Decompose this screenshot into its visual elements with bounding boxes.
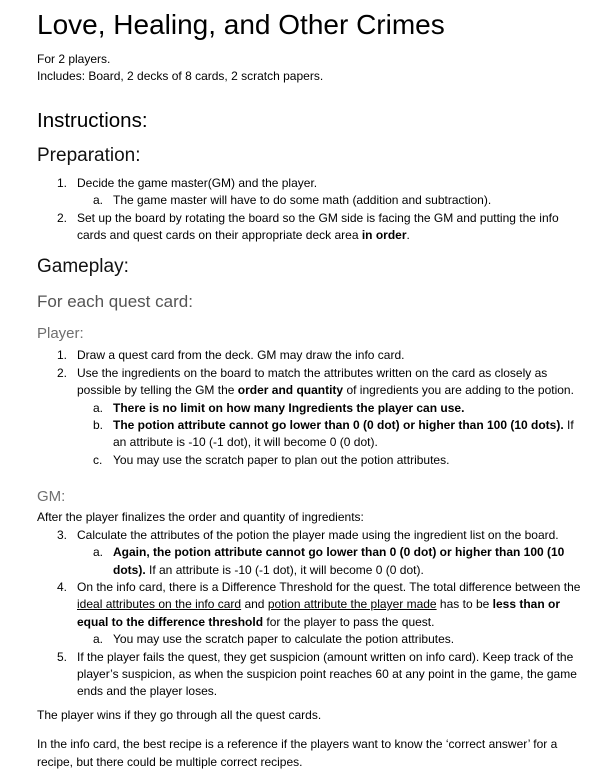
list-item-text — [113, 452, 585, 469]
text-run: Gameplay: — [37, 256, 129, 278]
list-item-text — [113, 631, 585, 648]
list-marker: a. — [93, 632, 104, 647]
bold-text: in order — [361, 228, 407, 243]
list-item — [37, 452, 585, 469]
heading-player — [37, 325, 585, 343]
heading-instructions — [37, 108, 585, 133]
text-run: For each quest card: — [37, 292, 193, 312]
list-item — [37, 544, 585, 579]
list-item — [37, 579, 585, 631]
heading-preparation — [37, 145, 585, 167]
list-marker: a. — [93, 400, 104, 415]
win-condition — [37, 707, 585, 724]
list-item-text — [77, 649, 585, 701]
text-run: of ingredients you are adding to the potion. — [343, 383, 574, 398]
text-run: The player wins if they go through all the quest cards. — [37, 707, 322, 722]
text-run: The game master will have to do some math (addition and subtraction). — [113, 193, 492, 208]
gm-list — [37, 527, 585, 701]
bold-text: order and quantity — [237, 383, 344, 398]
best-recipe-note — [37, 736, 585, 771]
bold-text: Again, the potion attribute cannot go lower than 0 (0 dot) or higher than 100 (10 dots). — [113, 545, 565, 577]
list-item — [37, 175, 585, 192]
text-run: In the info card, the best recipe is a reference if the players want to know the ‘correct answer’ for a recipe, but there could be multiple correct recipes. — [37, 737, 558, 769]
text-run: Includes: Board, 2 decks of 8 cards, 2 scratch papers. — [37, 69, 324, 84]
text-run: Draw a quest card from the deck. GM may draw the info card. — [77, 348, 405, 363]
text-run: has to be — [436, 597, 493, 612]
list-marker: 2. — [57, 210, 68, 225]
text-run: Set up the board by rotating the board so the GM side is facing the GM and putting the info cards and quest cards on their appropriate deck area — [77, 210, 559, 243]
text-run: If an attribute is -10 (-1 dot), it will become 0 (0 dot). — [145, 562, 424, 577]
list-marker: a. — [93, 545, 104, 560]
list-marker: 5. — [57, 649, 68, 664]
list-marker: b. — [93, 418, 104, 433]
list-item — [37, 527, 585, 544]
heading-for-each-quest-card — [37, 292, 585, 312]
list-item — [37, 400, 585, 417]
text-run: If an attribute is -10 (-1 dot), it will become 0 (0 dot). — [113, 418, 574, 450]
list-item-text — [113, 417, 585, 452]
list-marker: 1. — [57, 348, 68, 363]
list-item-text — [77, 527, 585, 544]
text-run: for the player to pass the quest. — [263, 614, 435, 629]
includes-line — [37, 68, 585, 85]
bold-text: less than or equal to the difference threshold — [77, 597, 560, 629]
text-run: Use the ingredients on the board to match the attributes written on the card as closely as possible by telling the GM the — [77, 365, 548, 398]
text-run: You may use the scratch paper to plan out the potion attributes. — [113, 452, 450, 467]
list-item — [37, 631, 585, 648]
list-item — [37, 649, 585, 701]
list-marker: 3. — [57, 527, 68, 542]
text-run: For 2 players. — [37, 52, 111, 66]
text-run: Calculate the attributes of the potion the player made using the ingredient list on the board. — [77, 527, 559, 542]
list-marker: 2. — [57, 365, 68, 380]
list-item-text — [113, 192, 585, 209]
bold-text: There is no limit on how many Ingredients the player can use. — [113, 400, 465, 415]
list-item-text — [77, 579, 585, 631]
list-item — [37, 365, 585, 400]
list-item — [37, 210, 585, 245]
list-item-text — [113, 400, 585, 417]
gm-intro — [37, 509, 585, 526]
underlined-text: ideal attributes on the info card — [77, 597, 242, 612]
list-item — [37, 417, 585, 452]
list-marker: a. — [93, 193, 104, 208]
text-run: After the player finalizes the order and quantity of ingredients: — [37, 510, 364, 525]
text-run: and — [241, 597, 268, 612]
list-item-text — [77, 175, 585, 192]
list-item-text — [77, 365, 585, 400]
text-run: You may use the scratch paper to calculate the potion attributes. — [113, 632, 455, 647]
text-run: Love, Healing, and Other Crimes — [37, 9, 445, 40]
text-run: Player: — [37, 325, 84, 343]
text-run: Instructions: — [37, 108, 148, 132]
list-item — [37, 347, 585, 364]
players-line — [37, 51, 585, 68]
heading-gm — [37, 488, 585, 506]
doc-title — [37, 8, 585, 41]
preparation-list — [37, 175, 585, 245]
list-item — [37, 192, 585, 209]
text-run: Decide the game master(GM) and the player. — [77, 175, 318, 190]
text-run: Preparation: — [37, 144, 141, 166]
bold-text: The potion attribute cannot go lower than 0 (0 dot) or higher than 100 (10 dots). — [113, 418, 564, 433]
text-run: GM: — [37, 488, 66, 506]
list-item-text — [113, 544, 585, 579]
list-item-text — [77, 347, 585, 364]
list-marker: 1. — [57, 175, 68, 190]
text-run: On the info card, there is a Difference Threshold for the quest. The total difference between the — [77, 579, 581, 594]
list-marker: c. — [93, 452, 103, 467]
list-marker: 4. — [57, 579, 68, 594]
player-list — [37, 347, 585, 469]
heading-gameplay — [37, 256, 585, 278]
text-run: If the player fails the quest, they get suspicion (amount written on info card). Keep track of the player’s suspicion, as when the suspicion point reaches 60 at any point in the game, the game ends and the player loses. — [77, 649, 577, 699]
text-run: . — [406, 228, 410, 243]
list-item-text — [77, 210, 585, 245]
underlined-text: potion attribute the player made — [267, 597, 437, 612]
